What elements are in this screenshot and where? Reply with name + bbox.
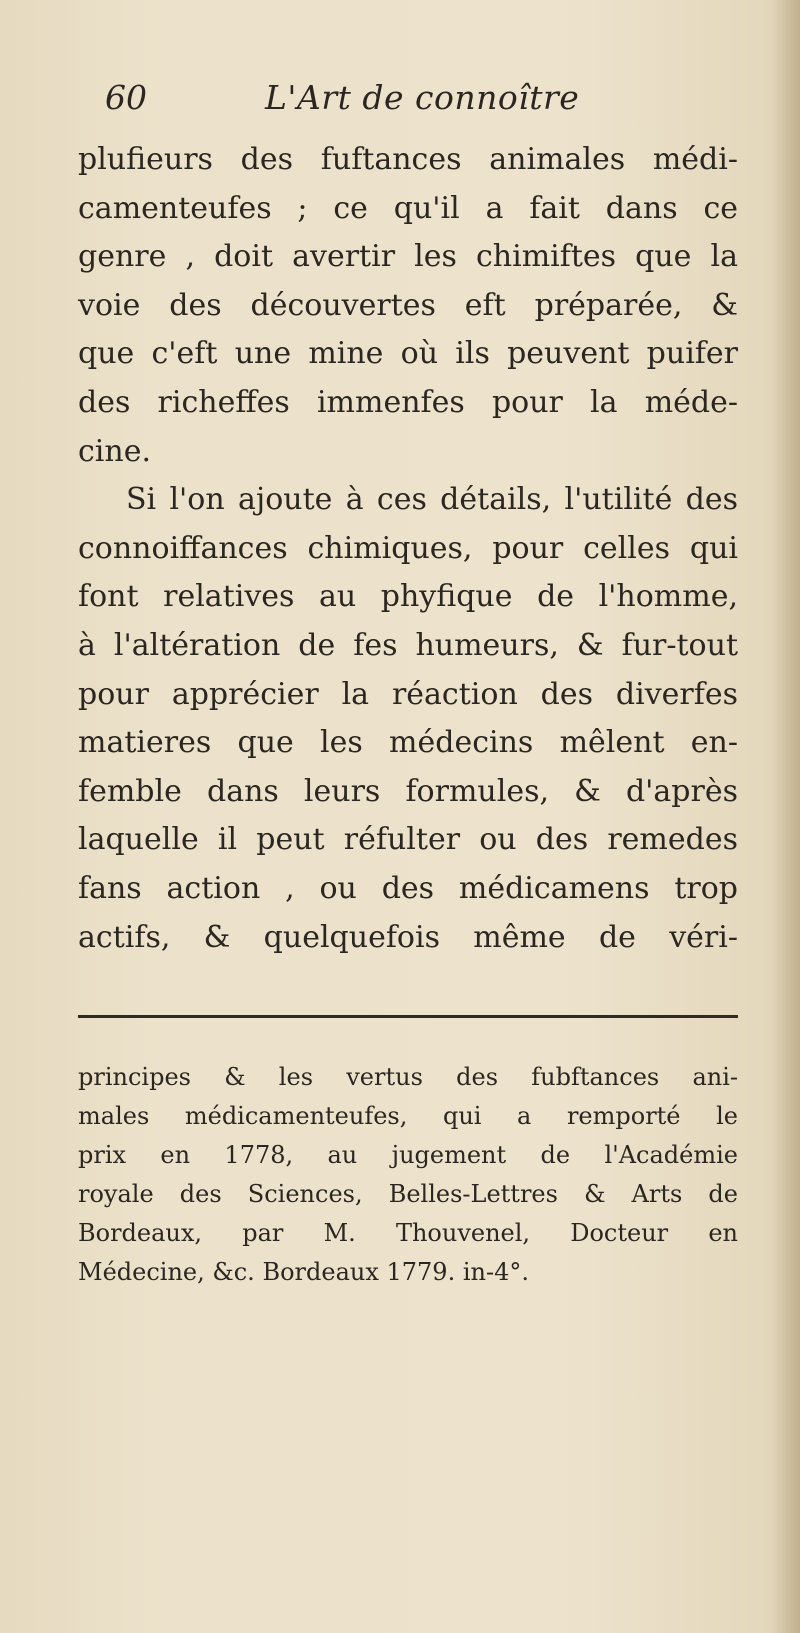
- footnote-line: royale des Sciences, Belles-Lettres & Arts de: [78, 1180, 738, 1208]
- footnote-line: principes & les vertus des fubftances ani-: [78, 1063, 738, 1091]
- text-line: cine.: [78, 433, 152, 469]
- footnote-line: males médicamenteufes, qui a remporté le: [78, 1102, 738, 1130]
- text-line: matieres que les médecins mêlent en-: [78, 725, 738, 761]
- text-line: camenteufes ; ce qu'il a fait dans ce: [78, 190, 738, 226]
- page-header: [105, 78, 705, 128]
- text-line: voie des découvertes eft préparée, &: [78, 287, 738, 323]
- text-line: actifs, & quelquefois même de véri-: [78, 919, 738, 955]
- body-text: [78, 136, 738, 962]
- footnote-line: Médecine, &c. Bordeaux 1779. in-4°.: [78, 1258, 529, 1286]
- text-line: genre , doit avertir les chimiftes que la: [78, 239, 738, 275]
- text-line: laquelle il peut réfulter ou des remedes: [78, 822, 738, 858]
- running-title: L'Art de connoître: [265, 78, 580, 117]
- footnote-line: prix en 1778, au jugement de l'Académie: [78, 1141, 738, 1169]
- text-line: pour apprécier la réaction des diverfes: [78, 676, 738, 712]
- text-line: font relatives au phyfique de l'homme,: [78, 579, 738, 615]
- page-number: 60: [105, 78, 147, 117]
- text-line: des richeffes immenfes pour la méde-: [78, 384, 738, 420]
- footnote: [78, 1058, 738, 1292]
- text-line: plufieurs des fuftances animales médi-: [78, 142, 738, 177]
- paragraph-start-line: Si l'on ajoute à ces détails, l'utilité des: [126, 482, 738, 518]
- text-line: à l'altération de fes humeurs, & fur-tout: [78, 627, 738, 663]
- footnote-line: Bordeaux, par M. Thouvenel, Docteur en: [78, 1219, 738, 1247]
- text-line: femble dans leurs formules, & d'après: [78, 773, 738, 809]
- page-edge-shadow: [772, 0, 800, 1633]
- footnote-divider: [78, 1015, 738, 1018]
- text-line: fans action , ou des médicamens trop: [78, 870, 738, 906]
- text-line: que c'eft une mine où ils peuvent puifer: [78, 336, 738, 372]
- text-line: connoiffances chimiques, pour celles qui: [78, 530, 738, 566]
